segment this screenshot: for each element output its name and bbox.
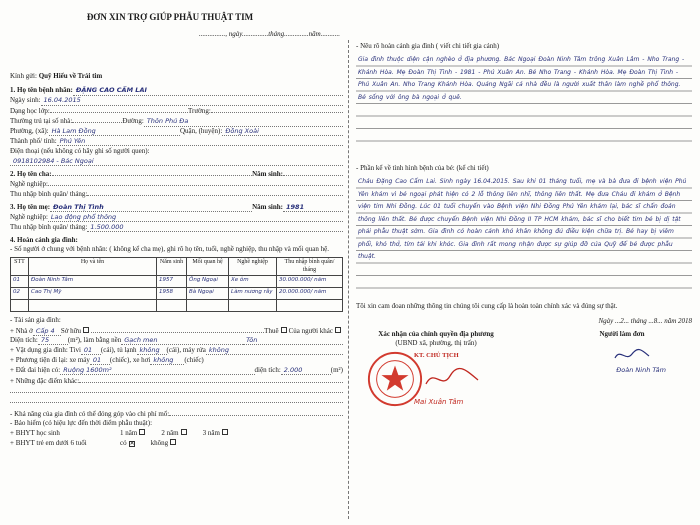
city-label: Thành phố/ tỉnh: bbox=[10, 136, 57, 145]
cell[interactable]: Làm nương rẫy bbox=[229, 288, 277, 300]
signature-area bbox=[356, 326, 692, 416]
dateline: ..............., ngày...............tháng..............năm........... bbox=[199, 30, 340, 38]
bhyt-hs-label: + BHYT học sinh bbox=[10, 429, 60, 438]
other-value-3[interactable] bbox=[10, 396, 343, 403]
cell[interactable] bbox=[29, 300, 157, 312]
street-label: Đường: bbox=[122, 117, 144, 126]
col-relation: Mối quan hệ bbox=[187, 257, 229, 276]
col-income: Thu nhập bình quân/ tháng bbox=[277, 257, 343, 276]
year3-checkbox[interactable] bbox=[222, 429, 228, 435]
mother-job[interactable]: Lao động phổ thông bbox=[48, 213, 343, 222]
column-divider bbox=[348, 40, 349, 519]
truong-value[interactable] bbox=[211, 106, 343, 113]
insurance-label: - Bảo hiểm (có hiệu lực đến thời điểm phẫu thuật): bbox=[10, 419, 153, 428]
authority-signature-icon bbox=[422, 366, 482, 392]
cell[interactable]: Xe ôm bbox=[229, 276, 277, 288]
contribute-value[interactable] bbox=[169, 409, 343, 416]
vehicle-value[interactable]: 01 bbox=[90, 356, 110, 365]
dob-label: Ngày sinh: bbox=[10, 96, 41, 105]
car-unit: (chiếc) bbox=[184, 355, 204, 364]
stamp-signer-name: Mai Xuân Tâm bbox=[414, 398, 464, 407]
area-value[interactable]: 75 bbox=[38, 336, 68, 345]
street-value[interactable]: Thôn Phú Đa bbox=[144, 117, 343, 126]
father-section-label: 2. Họ tên cha: bbox=[10, 169, 52, 178]
table-header-row bbox=[11, 257, 343, 276]
phone-label-row bbox=[10, 147, 343, 157]
school-row bbox=[10, 106, 343, 116]
yes-checkbox-checked[interactable]: ✕ bbox=[129, 441, 135, 448]
mother-income[interactable]: 1.500.000 bbox=[87, 223, 343, 232]
cell[interactable]: Đoàn Ninh Tâm bbox=[29, 276, 157, 288]
city-row bbox=[10, 137, 343, 147]
mother-year[interactable]: 1981 bbox=[283, 203, 343, 212]
stamp-title: KT. CHỦ TỊCH bbox=[414, 352, 459, 360]
col-name: Họ và tên bbox=[29, 257, 157, 276]
district-value[interactable]: Đồng Xoài bbox=[222, 127, 343, 136]
land-unit: (m²) bbox=[330, 365, 343, 374]
bhyt-hs-row bbox=[10, 429, 343, 439]
items-row bbox=[10, 346, 343, 356]
cell[interactable] bbox=[229, 300, 277, 312]
phone-label: Điện thoại (nếu không có hãy ghi số người quen): bbox=[10, 146, 150, 155]
father-income-label: Thu nhập bình quân/ tháng: bbox=[10, 189, 88, 198]
family-note: - Số người ở chung với bệnh nhân: ( không kể cha mẹ), ghi rõ họ tên, tuổi, nghề nghiệp, thu nhập và mối quan hệ. bbox=[10, 244, 329, 253]
car-value[interactable]: không bbox=[150, 356, 184, 365]
recipient-name: Quỹ Hiểu về Trái tim bbox=[38, 72, 103, 80]
area-label: Diện tích: bbox=[10, 335, 38, 344]
cell[interactable]: 30.000.000/ năm bbox=[277, 276, 343, 288]
history-text[interactable]: Cháu Đặng Cao Cẩm Lai. Sinh ngày 16.04.2015. Sau khi 01 tháng tuổi, mẹ và bà đưa đi bệnh viện Phú Yên khám vì bé ngoại phát hiện có 2 lỗ thông liên nhĩ, thông liên thất. Mẹ đưa Cháu đi khám ở Bệnh viện tim Nhi Đồng. Lúc 01 tuổi chuyển vào Bệnh viện Nhi Đồng Phú Yên khám lại, bác sĩ chẩn đoán thông liên thất. Bé được chuyển Bệnh viện Nhi Đồng II TP HCM khám, bác sĩ cho biết tim bé bị dị tật phải phẫu thuật sớm. Gia đình có hoàn cảnh khó khăn không đủ điều kiện chữa trị. Bé hay bị viêm phổi, khó thở, tím tái khi khóc. Gia đình rất mong nhận được sự giúp đỡ của Quỹ để bé được phẫu thuật. bbox=[356, 176, 692, 296]
spacer bbox=[91, 326, 264, 333]
mother-name[interactable]: Đoàn Thị Tình bbox=[50, 203, 252, 212]
cell[interactable]: 1958 bbox=[157, 288, 187, 300]
land-label: + Đất đai hiện có: bbox=[10, 365, 61, 374]
thue-label: Thuê bbox=[264, 326, 279, 335]
recipient-label: Kính gửi: bbox=[10, 72, 37, 80]
other-row-3 bbox=[10, 396, 343, 406]
mother-job-row bbox=[10, 213, 343, 223]
other-value[interactable] bbox=[79, 376, 343, 383]
dob-row bbox=[10, 96, 343, 106]
cell[interactable]: Bà Ngoại bbox=[187, 288, 229, 300]
bhyt-under6-label: + BHYT trẻ em dưới 6 tuổi bbox=[10, 439, 87, 448]
father-job-row bbox=[10, 180, 343, 190]
nguoikhac-label: Của người khác bbox=[288, 326, 333, 335]
recipient-line bbox=[10, 72, 343, 81]
sohuu-checkbox[interactable] bbox=[83, 327, 89, 333]
mother-income-row bbox=[10, 223, 343, 233]
truong-label: Trường: bbox=[188, 107, 211, 116]
cell[interactable]: 20.000.000/ năm bbox=[277, 288, 343, 300]
land-row bbox=[10, 366, 343, 376]
mother-job-label: Nghề nghiệp: bbox=[10, 212, 48, 221]
father-row bbox=[10, 170, 343, 180]
applicant-name: Đoàn Ninh Tâm bbox=[616, 366, 666, 375]
thue-checkbox[interactable] bbox=[281, 327, 287, 333]
phone-value-row bbox=[10, 157, 343, 167]
washer-value[interactable]: không bbox=[206, 346, 343, 355]
tivi-value[interactable]: 01 bbox=[81, 346, 101, 355]
commitment-text: Tôi xin cam đoan những thông tin chúng tôi cung cấp là hoàn toàn chính xác và đúng sự thật. bbox=[356, 302, 618, 311]
authority-label: Xác nhận của chính quyền địa phương bbox=[378, 330, 494, 339]
father-income[interactable] bbox=[87, 195, 343, 196]
ward-row bbox=[10, 127, 343, 137]
patient-section-label: 1. Họ tên bệnh nhân: bbox=[10, 86, 73, 95]
other-value-2[interactable] bbox=[10, 386, 343, 393]
cell[interactable]: 02 bbox=[11, 288, 29, 300]
col-stt: STT bbox=[11, 257, 29, 276]
mother-section-label: 3. Họ tên mẹ: bbox=[10, 202, 51, 211]
history-label: - Phần kể về tình hình bệnh của bé: (kể chi tiết) bbox=[356, 164, 489, 173]
assets-section-label: - Tài sản gia đình: bbox=[10, 316, 61, 325]
other-label: + Những đặc điểm khác: bbox=[10, 376, 80, 385]
authority-sub: (UBND xã, phường, thị trấn) bbox=[395, 339, 477, 348]
other-row-2 bbox=[10, 386, 343, 396]
father-job[interactable] bbox=[48, 185, 343, 186]
ward-label: Phường, (xã): bbox=[10, 126, 49, 135]
signing-date: Ngày ...2... tháng ...8... năm 2018 bbox=[598, 317, 692, 326]
table-row bbox=[11, 276, 343, 288]
father-year-label: Năm sinh: bbox=[252, 169, 283, 178]
cell[interactable]: 01 bbox=[11, 276, 29, 288]
cell[interactable]: Ông Ngoại bbox=[187, 276, 229, 288]
vehicle-row bbox=[10, 356, 343, 366]
address-row bbox=[10, 116, 343, 126]
cell[interactable] bbox=[187, 300, 229, 312]
patient-name-row bbox=[10, 86, 343, 96]
col-year: Năm sinh bbox=[157, 257, 187, 276]
school-value[interactable] bbox=[50, 112, 188, 113]
patient-name[interactable]: ĐẶNG CAO CẨM LAI bbox=[73, 86, 343, 95]
table-row bbox=[11, 288, 343, 300]
family-section-label: 4. Hoàn cảnh gia đình: bbox=[10, 235, 78, 244]
school-label: Dạng học lớp: bbox=[10, 107, 50, 116]
reason-text[interactable]: Gia đình thuộc diện cận nghèo ở địa phương. Bác Ngoại Đoàn Ninh Tâm trông Xuân Lâm - Nho Trang - Khánh Hòa. Mẹ Đoàn Thị Tình - 1981 - Phú Xuân An. Bé Nho Trang - Khánh Hòa. Mẹ Đoàn Thị Tình - Phú Xuân An. Nho Trang Khánh Hòa. Quảng Ngãi cả nhà đều là người xuất thân làm nghề phổ thông. Bé sống với ông bà ngoại ở quê. bbox=[356, 54, 692, 148]
phone-value[interactable]: 0918102984 - Bác Ngoại bbox=[10, 157, 343, 166]
applicant-label: Người làm đơn bbox=[599, 330, 645, 339]
cell[interactable]: 1957 bbox=[157, 276, 187, 288]
applicant-block bbox=[572, 330, 672, 339]
other-row bbox=[10, 376, 343, 386]
nguoikhac-checkbox[interactable] bbox=[335, 327, 341, 333]
table-row bbox=[11, 300, 343, 312]
house-row bbox=[10, 326, 343, 336]
yes-label: có bbox=[120, 439, 127, 448]
cell[interactable] bbox=[157, 300, 187, 312]
vehicle-unit: (chiếc), xe hơi bbox=[109, 355, 151, 364]
land-area-label: diện tích: bbox=[254, 365, 281, 374]
year1-checkbox[interactable] bbox=[139, 429, 145, 435]
fridge-value[interactable]: không bbox=[137, 346, 167, 355]
year1-label: 1 năm bbox=[120, 429, 138, 438]
mother-income-label: Thu nhập bình quân/ tháng: bbox=[10, 222, 88, 231]
address-label: Thường trú tại số nhà: bbox=[10, 117, 73, 126]
fridge-label: (cái), tủ lạnh bbox=[100, 345, 137, 354]
material-value[interactable]: Gạch men bbox=[121, 336, 243, 345]
reason-label: - Nêu rõ hoàn cảnh gia đình ( viết chi tiết gia cảnh) bbox=[356, 42, 500, 50]
mother-row bbox=[10, 203, 343, 213]
dob-value[interactable]: 16.04.2015 bbox=[41, 96, 343, 105]
washer-label: (cái), máy rửa bbox=[166, 345, 206, 354]
right-column bbox=[356, 42, 692, 521]
land-area-value[interactable]: 2.000 bbox=[281, 366, 331, 375]
year2-label: 2 năm bbox=[161, 429, 179, 438]
district-label: Quận, (huyện): bbox=[179, 126, 223, 135]
vehicle-label: + Phương tiện đi lại: xe máy bbox=[10, 355, 90, 364]
no-label: không bbox=[150, 439, 169, 448]
mother-year-label: Năm sinh: bbox=[252, 202, 283, 211]
year3-label: 3 năm bbox=[202, 429, 220, 438]
ward-value[interactable]: Hà Lam Đồng bbox=[49, 127, 180, 136]
house-value[interactable]: Cấp 4 bbox=[33, 327, 61, 336]
authority-block bbox=[356, 330, 516, 348]
house-number[interactable] bbox=[72, 116, 122, 123]
city-value[interactable]: Phú Yên bbox=[57, 137, 343, 146]
no-checkbox[interactable] bbox=[170, 439, 176, 445]
father-name[interactable] bbox=[52, 175, 252, 176]
father-job-label: Nghề nghiệp: bbox=[10, 179, 48, 188]
roof-value[interactable]: Tôn bbox=[243, 336, 343, 345]
items-label: + Vật dụng gia đình: Tivi bbox=[10, 345, 81, 354]
family-members-table bbox=[10, 257, 343, 313]
cell[interactable] bbox=[277, 300, 343, 312]
year2-checkbox[interactable] bbox=[181, 429, 187, 435]
land-value[interactable]: Ruộng 1600m² bbox=[60, 366, 254, 375]
left-column bbox=[10, 42, 343, 521]
insurance-row bbox=[10, 419, 343, 429]
sohuu-label: Sở hữu bbox=[60, 326, 81, 335]
form-title: ĐƠN XIN TRỢ GIÚP PHẪU THUẬT TIM bbox=[86, 12, 254, 22]
bhyt-under6-row bbox=[10, 439, 343, 449]
contribute-row bbox=[10, 409, 343, 419]
father-year[interactable] bbox=[283, 175, 343, 176]
cell[interactable] bbox=[11, 300, 29, 312]
contribute-label: - Khả năng của gia đình có thể đóng góp vào chi phí mổ: bbox=[10, 410, 170, 419]
area-row bbox=[10, 336, 343, 346]
cell[interactable]: Cao Thị Mỹ bbox=[29, 288, 157, 300]
applicant-signature-icon bbox=[612, 346, 652, 364]
col-job: Nghề nghiệp bbox=[229, 257, 277, 276]
father-income-row bbox=[10, 190, 343, 200]
area-unit: (m²), làm bằng nền bbox=[67, 335, 122, 344]
house-label: + Nhà ở bbox=[10, 326, 33, 335]
